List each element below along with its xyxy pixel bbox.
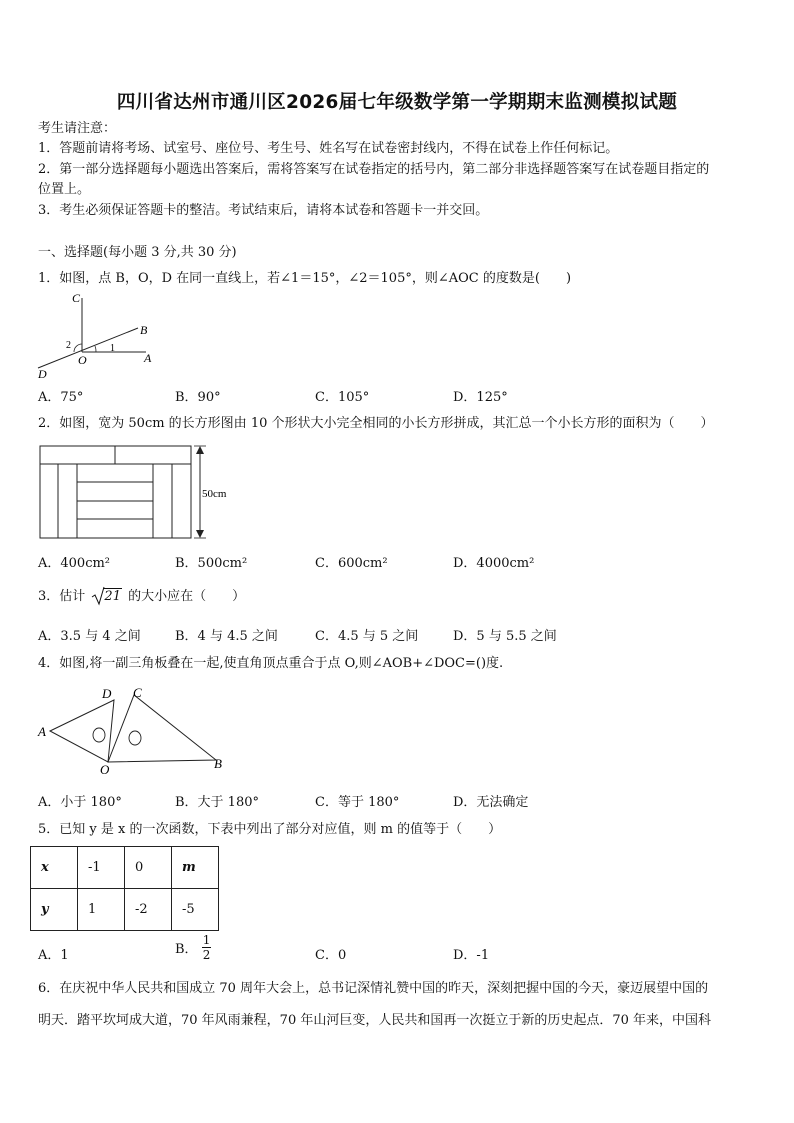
question-6-line: 6．在庆祝中华人民共和国成立 70 周年大会上，总书记深情礼赞中国的昨天，深刻把握中国的今天，豪迈展望中国的 — [38, 981, 709, 996]
question-2-option-c: C．600cm² — [315, 556, 388, 571]
question-4-option-a: A．小于 180° — [38, 795, 122, 810]
notice-item: 2．第一部分选择题每小题选出答案后，需将答案写在试卷指定的括号内，第二部分非选择题答案写在试卷题目指定的 — [38, 162, 710, 177]
notice-item: 位置上。 — [38, 182, 91, 197]
page-title: 四川省达州市通川区2026届七年级数学第一学期期末监测模拟试题 — [116, 92, 678, 113]
label-b: B — [140, 323, 148, 337]
dimension-label: 50cm — [202, 488, 227, 500]
label-c: C — [72, 291, 81, 305]
label-b: B — [214, 756, 222, 771]
fraction — [202, 933, 212, 962]
label-d: D — [102, 686, 112, 701]
question-2-option-a: A．400cm² — [38, 556, 111, 571]
table-cell: -5 — [172, 889, 219, 931]
table-cell: 0 — [125, 847, 172, 889]
question-1-option-a: A．75° — [38, 390, 84, 405]
radicand: 21 — [104, 589, 121, 604]
label-o: O — [78, 353, 87, 367]
option-b-prefix: B． — [175, 942, 198, 957]
question-3-option-a: A．3.5 与 4 之间 — [38, 629, 141, 644]
question-4-option-d: D．无法确定 — [453, 795, 529, 810]
question-4-stem: 4．如图,将一副三角板叠在一起,使直角顶点重合于点 O,则∠AOB+∠DOC=()度. — [38, 656, 504, 671]
label-a: A — [144, 351, 152, 365]
label-d: D — [38, 367, 47, 380]
question-2-figure — [36, 442, 246, 542]
question-5-option-d: D．-1 — [453, 948, 490, 963]
table-cell: -1 — [78, 847, 125, 889]
table-cell: -2 — [125, 889, 172, 931]
label-a: A — [38, 724, 46, 739]
question-6-line: 明天．踏平坎坷成大道，70 年风雨兼程，70 年山河巨变，人民共和国再一次挺立于新的历史起点．70 年来，中国科 — [38, 1013, 712, 1028]
question-4-option-b: B．大于 180° — [175, 795, 259, 810]
value-table — [30, 846, 219, 931]
table-row — [31, 847, 219, 889]
question-3-option-b: B．4 与 4.5 之间 — [175, 629, 278, 644]
question-4-figure — [34, 682, 234, 778]
question-5-option-a: A．1 — [38, 948, 69, 963]
question-3-option-d: D．5 与 5.5 之间 — [453, 629, 557, 644]
question-3-option-c: C．4.5 与 5 之间 — [315, 629, 419, 644]
question-5-option-b — [175, 933, 211, 962]
question-1-option-c: C．105° — [315, 390, 370, 405]
question-1-figure — [34, 290, 154, 380]
label-o: O — [100, 762, 110, 777]
notice-heading: 考生请注意： — [38, 121, 117, 136]
table-row — [31, 889, 219, 931]
table-cell: y — [31, 889, 78, 931]
table-cell: x — [31, 847, 78, 889]
section-heading: 一、选择题(每小题 3 分,共 30 分) — [38, 245, 237, 260]
label-angle-1: 1 — [110, 343, 115, 354]
notice-item: 1．答题前请将考场、试室号、座位号、考生号、姓名写在试卷密封线内，不得在试卷上作任何标记。 — [38, 141, 619, 156]
table-cell: 1 — [78, 889, 125, 931]
question-1-option-b: B．90° — [175, 390, 221, 405]
question-1-option-d: D．125° — [453, 390, 508, 405]
question-2-stem: 2．如图，宽为 50cm 的长方形图由 10 个形状大小完全相同的小长方形拼成，其汇总一个小长方形的面积为（ ） — [38, 416, 714, 431]
question-2-option-d: D．4000cm² — [453, 556, 535, 571]
question-4-option-c: C．等于 180° — [315, 795, 400, 810]
fraction-numerator: 1 — [202, 933, 211, 947]
question-5-stem: 5．已知 y 是 x 的一次函数，下表中列出了部分对应值，则 m 的值等于（ ） — [38, 822, 502, 837]
label-c: C — [133, 685, 142, 700]
table-cell: m — [172, 847, 219, 889]
fraction-denominator: 2 — [202, 948, 211, 962]
question-3-stem-suffix: 的大小应在（ ） — [128, 589, 246, 604]
question-5-option-c: C．0 — [315, 948, 347, 963]
question-1-stem: 1．如图，点 B，O，D 在同一直线上，若∠1＝15°，∠2＝105°，则∠AOC 的度数是( ) — [38, 271, 572, 286]
question-3-stem — [38, 589, 245, 605]
question-3-stem-prefix: 3．估计 — [38, 589, 86, 604]
sqrt-expression — [91, 589, 122, 605]
notice-item: 3．考生必须保证答题卡的整洁。考试结束后，请将本试卷和答题卡一并交回。 — [38, 203, 489, 218]
question-2-option-b: B．500cm² — [175, 556, 248, 571]
label-angle-2: 2 — [66, 340, 71, 351]
sqrt-sign-icon — [91, 586, 105, 606]
